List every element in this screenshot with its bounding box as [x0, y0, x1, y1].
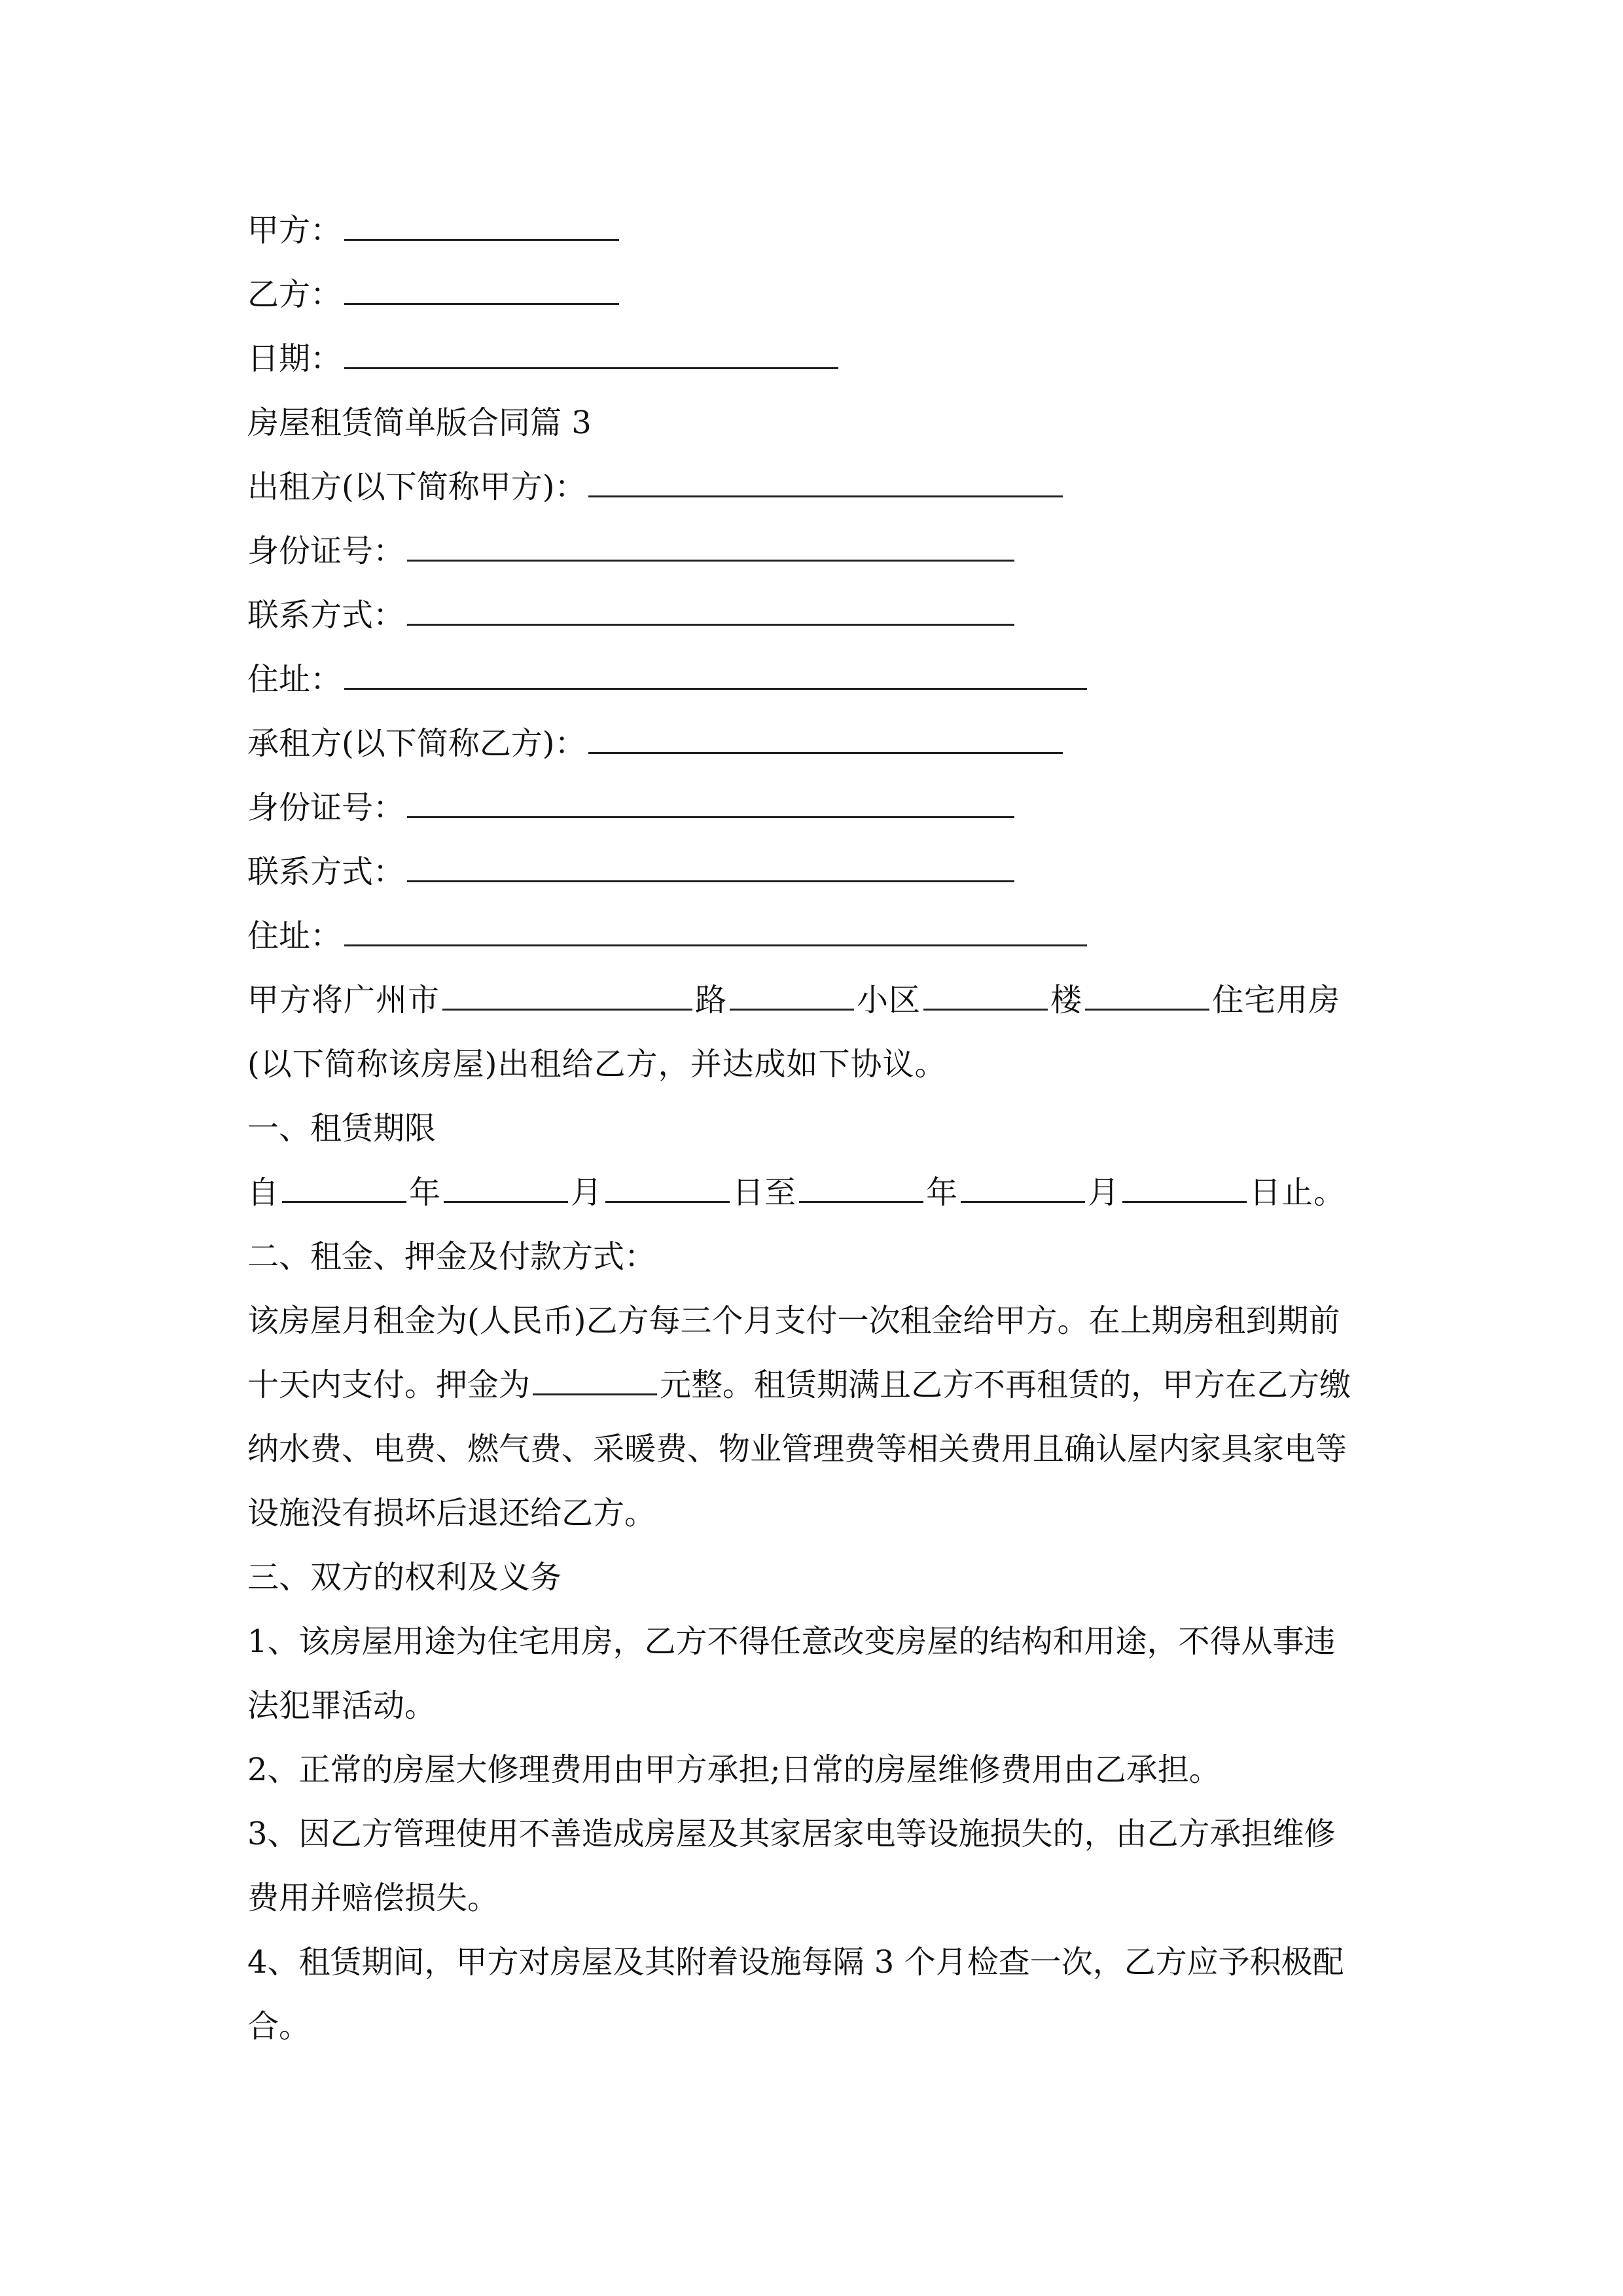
party-b-signature-line: [247, 262, 622, 327]
lessee-address-blank: [344, 941, 1087, 946]
lessor-contact-label: 联系方式：: [247, 597, 405, 634]
start-day-blank: [605, 1197, 730, 1203]
contract-title: 房屋租赁简单版合同篇 3: [247, 404, 592, 441]
date-line: [247, 327, 841, 391]
intro-community-text: 小区: [857, 982, 921, 1018]
deposit-amount-blank: [533, 1390, 657, 1395]
lessor-id-label: 身份证号：: [247, 533, 405, 569]
community-blank: [730, 1005, 854, 1011]
lessee-id-blank: [407, 812, 1014, 818]
lessee-blank: [588, 748, 1063, 754]
rent-paragraph-line-1: 该房屋月租金为(人民币)乙方每三个月支付一次租金给甲方。在上期房租到期前: [247, 1302, 1340, 1339]
lessor-label: 出租方(以下简称甲方)：: [247, 469, 586, 505]
clause-3-line-2: 费用并赔偿损失。: [247, 1880, 499, 1916]
lessor-contact-line: [247, 583, 1017, 647]
rent-paragraph-line-3: 纳水费、电费、燃气费、采暖费、物业管理费等相关费用且确认屋内家具家电等: [247, 1431, 1347, 1467]
intro-residence-text: 住宅用房: [1212, 982, 1341, 1018]
lessor-id-line: [247, 519, 1017, 583]
end-month-blank: [961, 1197, 1085, 1203]
lessee-id-line: [247, 776, 1017, 840]
clause-2: 2、正常的房屋大修理费用由甲方承担;日常的房屋维修费用由乙承担。: [247, 1751, 1221, 1788]
lessee-address-line: [247, 904, 1090, 968]
lessor-blank: [588, 492, 1063, 497]
lessor-id-blank: [407, 556, 1014, 562]
lessee-contact-label: 联系方式：: [247, 853, 405, 890]
intro-building-text: 楼: [1050, 982, 1083, 1018]
lessor-line: [247, 455, 1065, 519]
unit-blank: [1085, 1005, 1209, 1011]
party-b-blank: [344, 299, 619, 305]
party-a-signature-line: [247, 198, 622, 262]
intro-line-2: (以下简称该房屋)出租给乙方，并达成如下协议。: [247, 1046, 947, 1083]
lessee-contact-line: [247, 840, 1017, 904]
term-year2-text: 年: [926, 1174, 959, 1211]
intro-road-text: 路: [695, 982, 728, 1018]
rent-paragraph-line-2: [247, 1353, 1351, 1417]
term-from-text: 自: [247, 1174, 280, 1211]
lessee-contact-blank: [407, 876, 1014, 882]
intro-city-text: 甲方将广州市: [247, 982, 440, 1018]
date-label: 日期：: [247, 340, 342, 377]
start-month-blank: [444, 1197, 568, 1203]
term-day-to-text: 日至: [732, 1174, 797, 1211]
building-blank: [923, 1005, 1048, 1011]
lease-term-line: [247, 1160, 1346, 1225]
lessee-label: 承租方(以下简称乙方)：: [247, 725, 586, 762]
section-2-heading: 二、租金、押金及付款方式：: [247, 1238, 656, 1275]
party-b-label: 乙方：: [247, 276, 342, 313]
lessee-line: [247, 711, 1065, 776]
lessee-id-label: 身份证号：: [247, 789, 405, 826]
party-a-label: 甲方：: [247, 212, 342, 249]
lessor-contact-blank: [407, 620, 1014, 626]
road-blank: [442, 1005, 692, 1011]
deposit-text: 十天内支付。押金为: [247, 1367, 531, 1403]
party-a-blank: [344, 235, 619, 241]
intro-line-1: [247, 968, 1340, 1032]
rent-paragraph-line-4: 设施没有损坏后退还给乙方。: [247, 1495, 656, 1532]
clause-1-line-1: 1、该房屋用途为住宅用房，乙方不得任意改变房屋的结构和用途，不得从事违: [247, 1623, 1336, 1660]
start-year-blank: [282, 1197, 406, 1203]
deposit-rest-text: 元整。租赁期满且乙方不再租赁的，甲方在乙方缴: [660, 1367, 1351, 1403]
section-1-heading: 一、租赁期限: [247, 1110, 437, 1147]
lessee-address-label: 住址：: [247, 918, 342, 954]
term-end-text: 日止。: [1249, 1174, 1346, 1211]
end-year-blank: [799, 1197, 923, 1203]
term-year-text: 年: [409, 1174, 442, 1211]
lessor-address-blank: [344, 684, 1087, 690]
term-month2-text: 月: [1088, 1174, 1120, 1211]
date-blank: [344, 363, 838, 369]
clause-4-line-1: 4、租赁期间，甲方对房屋及其附着设施每隔 3 个月检查一次，乙方应予积极配: [247, 1944, 1344, 1981]
clause-3-line-1: 3、因乙方管理使用不善造成房屋及其家居家电等设施损失的，由乙方承担维修: [247, 1816, 1336, 1852]
lessor-address-line: [247, 647, 1090, 711]
end-day-blank: [1122, 1197, 1247, 1203]
section-3-heading: 三、双方的权利及义务: [247, 1559, 562, 1596]
term-month-text: 月: [571, 1174, 603, 1211]
lessor-address-label: 住址：: [247, 661, 342, 698]
clause-4-line-2: 合。: [247, 2008, 311, 2045]
clause-1-line-2: 法犯罪活动。: [247, 1687, 437, 1724]
